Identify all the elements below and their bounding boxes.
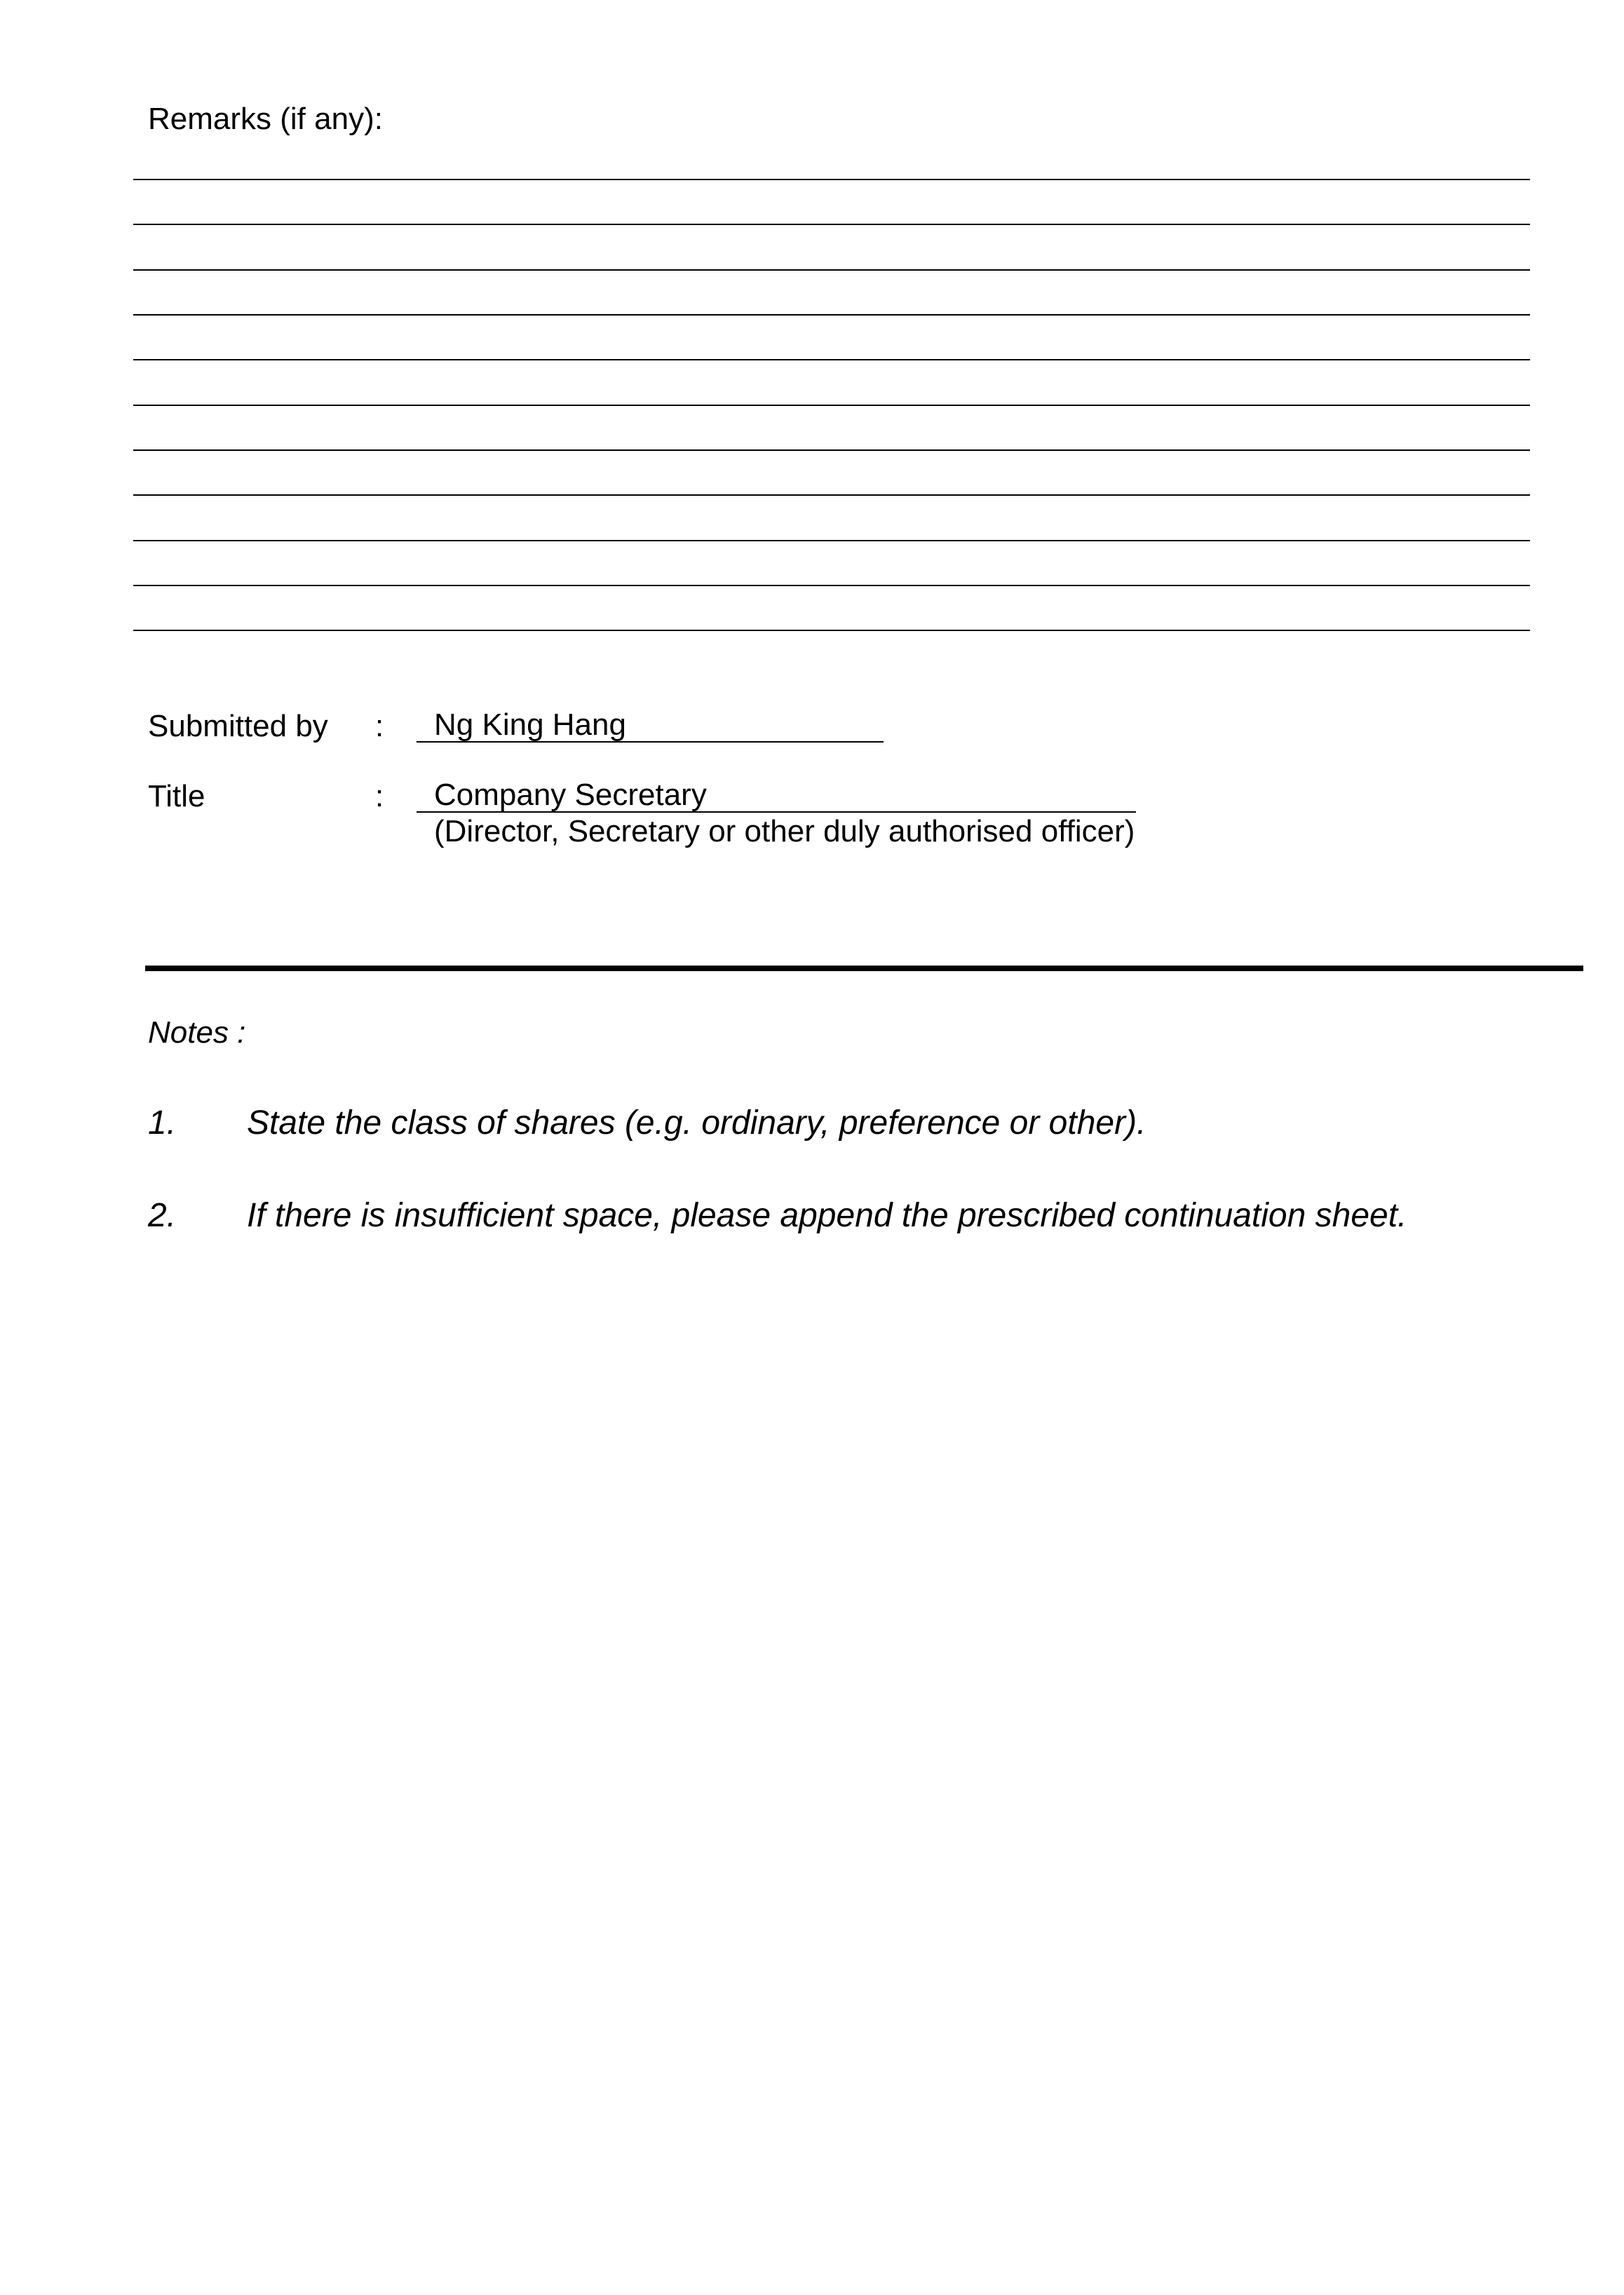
submitted-by-colon: :: [375, 709, 384, 743]
remarks-line: [133, 224, 1530, 225]
title-colon: :: [375, 779, 384, 813]
remarks-line: [133, 540, 1530, 541]
note-number: 2.: [148, 1197, 177, 1234]
submitted-by-underline: [417, 741, 884, 743]
remarks-line: [133, 585, 1530, 586]
title-label: Title: [148, 779, 205, 813]
notes-heading: Notes :: [148, 1015, 246, 1050]
submitted-by-value[interactable]: Ng King Hang: [434, 708, 626, 742]
title-underline: [417, 811, 1136, 813]
title-value[interactable]: Company Secretary: [434, 778, 707, 812]
remarks-line: [133, 405, 1530, 406]
remarks-line: [133, 269, 1530, 271]
submitted-by-label: Submitted by: [148, 709, 328, 743]
remarks-label: Remarks (if any):: [148, 102, 383, 136]
remarks-line: [133, 449, 1530, 451]
remarks-line: [133, 494, 1530, 496]
note-number: 1.: [148, 1104, 177, 1142]
remarks-line: [133, 314, 1530, 316]
section-divider: [145, 966, 1583, 971]
title-hint: (Director, Secretary or other duly authorised officer): [434, 814, 1135, 848]
remarks-line: [133, 359, 1530, 360]
remarks-line: [133, 630, 1530, 631]
note-text: If there is insufficient space, please append the prescribed continuation sheet.: [247, 1197, 1407, 1234]
remarks-line: [133, 179, 1530, 180]
note-text: State the class of shares (e.g. ordinary, preference or other).: [247, 1104, 1146, 1142]
